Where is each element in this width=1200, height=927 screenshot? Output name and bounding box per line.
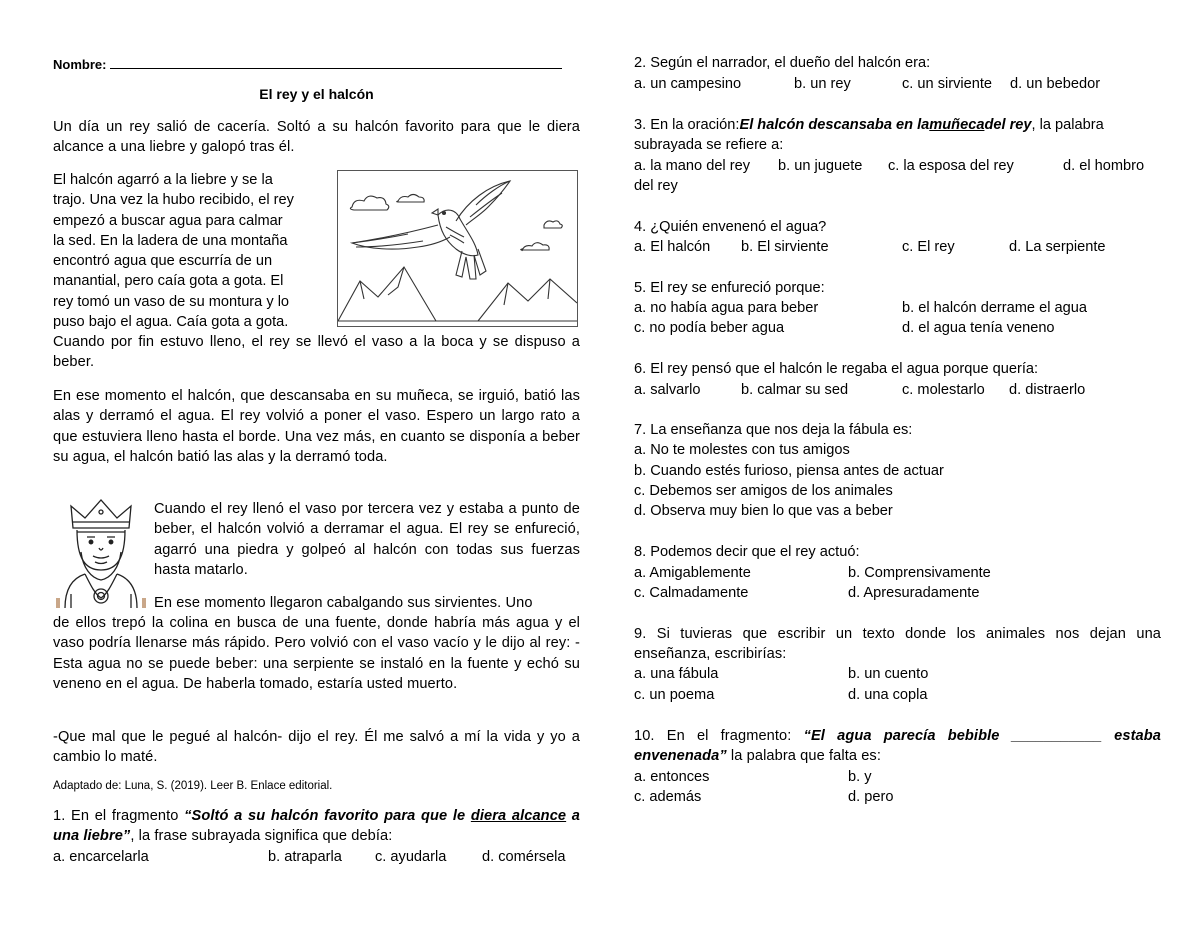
question-5-options-row-1	[634, 298, 1161, 318]
option-a[interactable]: a. un campesino	[634, 76, 742, 92]
option-a[interactable]: a. Amigablemente	[634, 565, 751, 581]
option-a[interactable]: a. No te molestes con tus amigos	[634, 442, 850, 458]
story-paragraph-2-wrapped	[53, 170, 323, 332]
option-d[interactable]: d. comérsela	[482, 849, 566, 865]
question-3-line-2: subrayada se refiere a:	[634, 137, 784, 153]
question-9: 9. Si tuvieras que escribir un texto donde los animales nos dejan una enseñanza, escribirías:	[634, 626, 1161, 663]
option-a[interactable]: a. salvarlo	[634, 382, 701, 398]
question-4-options	[634, 237, 1161, 257]
option-a[interactable]: a. entonces	[634, 769, 710, 785]
question-3-options	[634, 156, 1161, 176]
option-d[interactable]: d. el agua tenía veneno	[902, 320, 1055, 336]
question-9-options-row-1	[634, 664, 1161, 684]
question-10-options-row-2	[634, 787, 1161, 807]
story-paragraph-2-tail: Cuando por fin estuvo lleno, el rey se llevó el vaso a la boca y se dispuso a beber.	[53, 334, 580, 371]
story-line: manantial, pero caía gota a gota. El	[53, 273, 284, 290]
story-line: puso bajo el agua. Caía gota a gota.	[53, 314, 289, 331]
option-b[interactable]: b. Comprensivamente	[848, 565, 991, 581]
falcon-illustration	[337, 170, 578, 327]
question-2-options	[634, 74, 1161, 94]
question-3: 3. En la oración: El halcón descansaba en la muñeca del rey , la palabra	[634, 115, 1104, 135]
question-7: 7. La enseñanza que nos deja la fábula es:	[634, 422, 913, 438]
option-d[interactable]: d. La serpiente	[1009, 239, 1106, 255]
option-d[interactable]: d. el hombro	[1063, 158, 1145, 174]
question-6-options	[634, 380, 1161, 400]
page-title: El rey y el halcón	[259, 86, 374, 102]
question-10-options-row-1	[634, 767, 1161, 787]
option-d[interactable]: d. una copla	[848, 687, 928, 703]
option-b[interactable]: b. y	[848, 769, 872, 785]
option-b[interactable]: b. El sirviente	[741, 239, 829, 255]
option-d[interactable]: d. un bebedor	[1010, 76, 1101, 92]
option-a[interactable]: a. una fábula	[634, 666, 719, 682]
option-d[interactable]: d. Apresuradamente	[848, 585, 980, 601]
story-paragraph-3: En ese momento el halcón, que descansaba en su muñeca, se irguió, batió las alas y derramó el agua. El rey volvió a poner el vaso. Espero un largo rato a que estuviera lleno hasta el borde. Una vez más, en cuanto se disponía a beber su agua, el halcón batió las alas y la derramó toda.	[53, 388, 580, 465]
option-c[interactable]: c. además	[634, 789, 702, 805]
story-paragraph-6: -Que mal que le pegué al halcón- dijo el rey. Él me salvó a mí la vida y yo a cambio lo maté.	[53, 729, 580, 766]
option-d[interactable]: d. Observa muy bien lo que vas a beber	[634, 503, 893, 519]
king-icon	[55, 498, 147, 610]
falcon-mountains-icon	[338, 171, 577, 326]
option-b[interactable]: b. un rey	[794, 76, 851, 92]
option-c[interactable]: c. molestarlo	[902, 382, 985, 398]
story-line: El halcón agarró a la liebre y se la	[53, 172, 273, 188]
option-b[interactable]: b. atraparla	[268, 849, 342, 865]
question-8-options-row-2	[634, 583, 1161, 603]
story-line: encontró agua que escurría de un	[53, 253, 273, 270]
story-paragraph-1: Un día un rey salió de cacería. Soltó a su halcón favorito para que le diera alcance a una liebre y galopó tras él.	[53, 119, 580, 156]
option-c[interactable]: c. un sirviente	[902, 76, 993, 92]
question-6: 6. El rey pensó que el halcón le regaba el agua porque quería:	[634, 361, 1039, 377]
option-b[interactable]: b. el halcón derrame el agua	[902, 300, 1087, 316]
option-b[interactable]: b. Cuando estés furioso, piensa antes de actuar	[634, 463, 944, 479]
question-8-options-row-1	[634, 563, 1161, 583]
name-label: Nombre:	[53, 57, 107, 72]
option-c[interactable]: c. El rey	[902, 239, 955, 255]
option-b[interactable]: b. calmar su sed	[741, 382, 849, 398]
option-b[interactable]: b. un juguete	[778, 158, 863, 174]
story-paragraph-4: Cuando el rey llenó el vaso por tercera vez y estaba a punto de beber, el halcón volvió a derramar el agua. El rey se enfureció, agarró una piedra y golpeó al halcón con todas sus fuerzas hasta matarlo.	[154, 501, 580, 578]
option-d[interactable]: d. pero	[848, 789, 894, 805]
name-field[interactable]	[53, 57, 562, 72]
option-c[interactable]: c. Debemos ser amigos de los animales	[634, 483, 893, 499]
question-9-options-row-2	[634, 685, 1161, 705]
question-1: 1. En el fragmento “Soltó a su halcón favorito para que le diera alcance a una liebre”, la frase subrayada significa que debía:	[53, 808, 580, 845]
story-line: la sed. En la ladera de una montaña	[53, 232, 288, 249]
question-4: 4. ¿Quién envenenó el agua?	[634, 219, 827, 235]
option-c[interactable]: c. la esposa del rey	[888, 158, 1014, 174]
option-c[interactable]: c. no podía beber agua	[634, 320, 785, 336]
underlined-phrase: diera alcance	[470, 808, 567, 824]
story-line: trajo. Una vez la hubo recibido, el rey	[53, 192, 294, 209]
question-1-options	[53, 847, 580, 867]
option-c[interactable]: c. un poema	[634, 687, 715, 703]
question-5-options-row-2	[634, 318, 1161, 338]
king-illustration	[55, 498, 147, 610]
question-10: 10. En el fragmento: “El agua parecía bebible ___________ estaba envenenada” la palabra que falta es:	[634, 728, 1161, 765]
option-a[interactable]: a. no había agua para beber	[634, 300, 819, 316]
option-c[interactable]: c. Calmadamente	[634, 585, 749, 601]
option-c[interactable]: c. ayudarla	[375, 849, 447, 865]
source-credit: Adaptado de: Luna, S. (2019). Leer B. Enlace editorial.	[53, 780, 333, 792]
story-line: empezó a buscar agua para calmar	[53, 212, 283, 229]
option-a[interactable]: a. la mano del rey	[634, 158, 751, 174]
underlined-word: muñeca	[929, 117, 985, 133]
story-paragraph-5: de ellos trepó la colina en busca de una fuente, donde habría más agua y el vaso podría llenarse más rápido. Pero volvió con el vaso vacío y le dijo al rey: - Esta agua no se puede beber: una serpiente se instaló en la fuente y echó su veneno en el agua. De haberla tomado, estaría usted muerto.	[53, 615, 580, 692]
question-5: 5. El rey se enfureció porque:	[634, 280, 825, 296]
option-d[interactable]: d. distraerlo	[1009, 382, 1086, 398]
question-8: 8. Podemos decir que el rey actuó:	[634, 544, 860, 560]
option-a[interactable]: a. encarcelarla	[53, 849, 149, 865]
question-3-option-d-tail: del rey	[634, 178, 678, 194]
story-line: rey tomó un vaso de su montura y lo	[53, 293, 290, 310]
option-a[interactable]: a. El halcón	[634, 239, 711, 255]
quoted-fragment: “El agua parecía bebible ___________ estaba envenenada”	[634, 728, 1161, 765]
story-paragraph-5-first: En ese momento llegaron cabalgando sus sirvientes. Uno	[154, 595, 533, 611]
question-2: 2. Según el narrador, el dueño del halcón era:	[634, 55, 931, 71]
name-blank-line[interactable]	[110, 58, 562, 69]
option-b[interactable]: b. un cuento	[848, 666, 929, 682]
